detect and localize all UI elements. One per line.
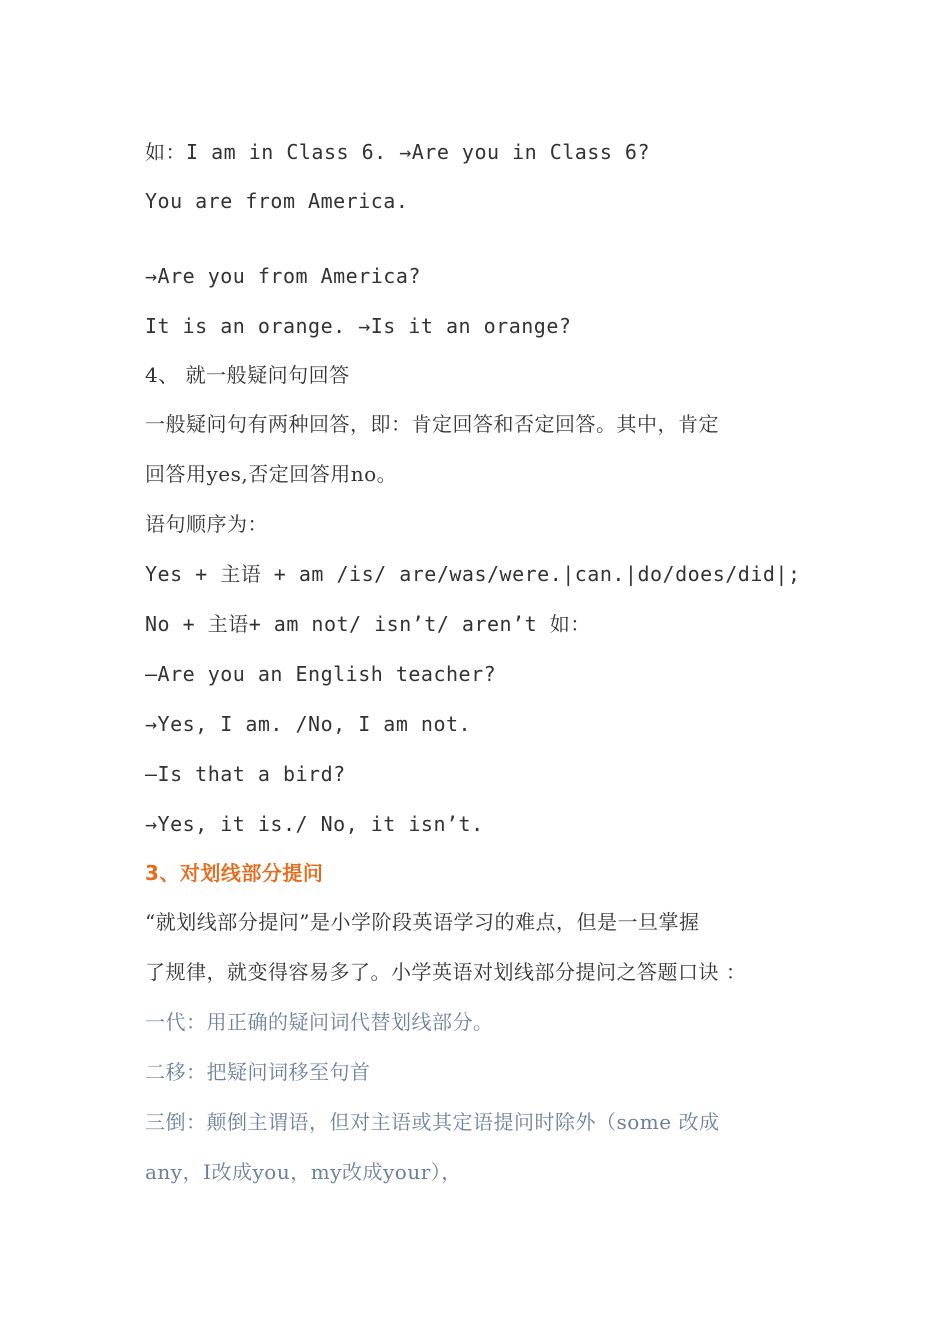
paragraph-answer-types-cont: 回答用yes,否定回答用no。 (145, 462, 398, 486)
example-question-teacher: —Are you an English teacher? (145, 662, 497, 686)
example-line-orange: It is an orange. →Is it an orange? (145, 314, 572, 338)
paragraph-answer-types: 一般疑问句有两种回答，即：肯定回答和否定回答。其中，肯定 (145, 412, 719, 436)
paragraph-underline-intro-cont: 了规律，就变得容易多了。小学英语对划线部分提问之答题口诀 ： (145, 960, 747, 984)
no-pattern: No + 主语+ am not/ isn’t/ aren’t 如： (145, 612, 591, 636)
section-title-answer: 4、 就一般疑问句回答 (145, 363, 350, 387)
example-line-america-question: →Are you from America? (145, 264, 421, 288)
word-order-label: 语句顺序为： (145, 512, 268, 536)
example-question-bird: —Is that a bird? (145, 762, 346, 786)
rule-step-3-cont: any，I改成you，my改成your）， (145, 1160, 462, 1184)
example-answer-teacher: →Yes, I am. /No, I am not. (145, 712, 472, 736)
rule-step-3: 三倒：颠倒主谓语，但对主语或其定语提问时除外（some 改成 (145, 1110, 720, 1134)
paragraph-underline-intro: “就划线部分提问”是小学阶段英语学习的难点，但是一旦掌握 (145, 910, 700, 934)
example-line-america: You are from America. (145, 189, 409, 213)
example-answer-bird: →Yes, it is./ No, it isn’t. (145, 812, 484, 836)
section-heading-underline-question: 3、对划线部分提问 (145, 861, 324, 885)
yes-pattern: Yes + 主语 + am /is/ are/was/were.|can.|do/does/did|; (145, 562, 801, 586)
rule-step-1: 一代：用正确的疑问词代替划线部分。 (145, 1010, 494, 1034)
rule-step-2: 二移：把疑问词移至句首 (145, 1060, 371, 1084)
example-line-class6: 如：I am in Class 6. →Are you in Class 6? (145, 140, 651, 164)
